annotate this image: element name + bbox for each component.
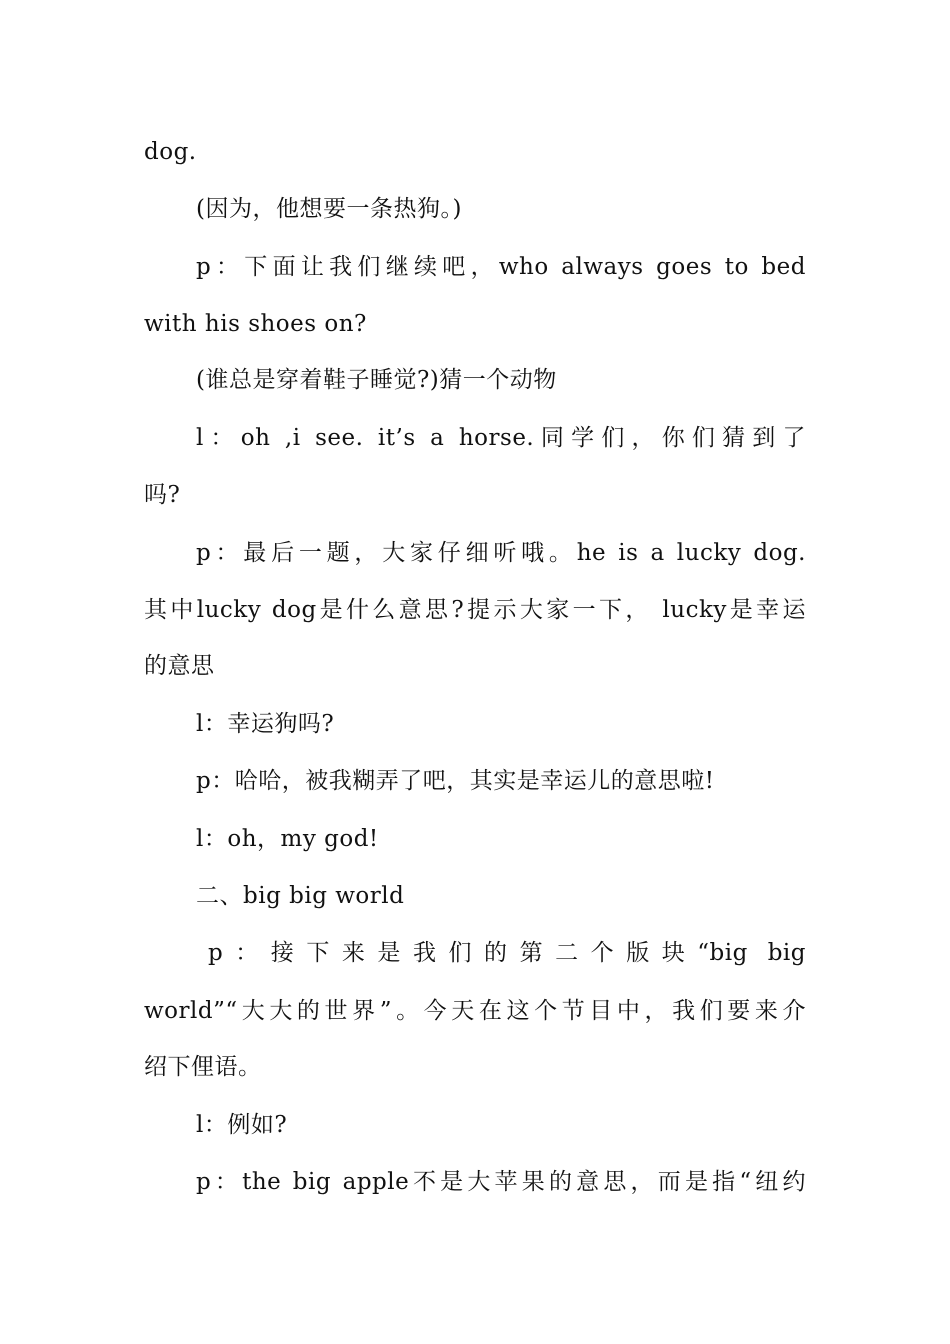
text-line-7: 吗? xyxy=(144,482,181,508)
text-line-10: 的意思 xyxy=(144,653,215,679)
text-line-13: l：oh，my god! xyxy=(196,826,379,852)
text-line-19: p：the big apple不是大苹果的意思，而是指“纽约 xyxy=(196,1169,806,1195)
text-line-17: 绍下俚语。 xyxy=(144,1054,262,1080)
text-line-15: p：接下来是我们的第二个版块“big big xyxy=(208,940,806,966)
text-line-4: with his shoes on? xyxy=(144,311,367,337)
section-heading: 二、big big world xyxy=(196,883,405,909)
text-line-6: l：oh ,i see. it’s a horse.同学们，你们猜到了 xyxy=(196,425,806,451)
text-line-2: (因为，他想要一条热狗。) xyxy=(196,196,462,222)
text-line-1: dog. xyxy=(144,139,197,165)
text-line-3: p：下面让我们继续吧，who always goes to bed xyxy=(196,254,806,280)
text-line-5: (谁总是穿着鞋子睡觉?)猜一个动物 xyxy=(196,367,557,393)
text-line-18: l：例如? xyxy=(196,1112,288,1138)
text-line-8: p：最后一题，大家仔细听哦。he is a lucky dog. xyxy=(196,540,806,566)
text-line-16: world”“大大的世界”。今天在这个节目中，我们要来介 xyxy=(144,998,806,1024)
text-line-11: l：幸运狗吗? xyxy=(196,711,335,737)
text-line-12: p：哈哈，被我糊弄了吧，其实是幸运儿的意思啦! xyxy=(196,768,715,794)
text-line-9: 其中lucky dog是什么意思?提示大家一下， lucky是幸运 xyxy=(144,597,806,623)
